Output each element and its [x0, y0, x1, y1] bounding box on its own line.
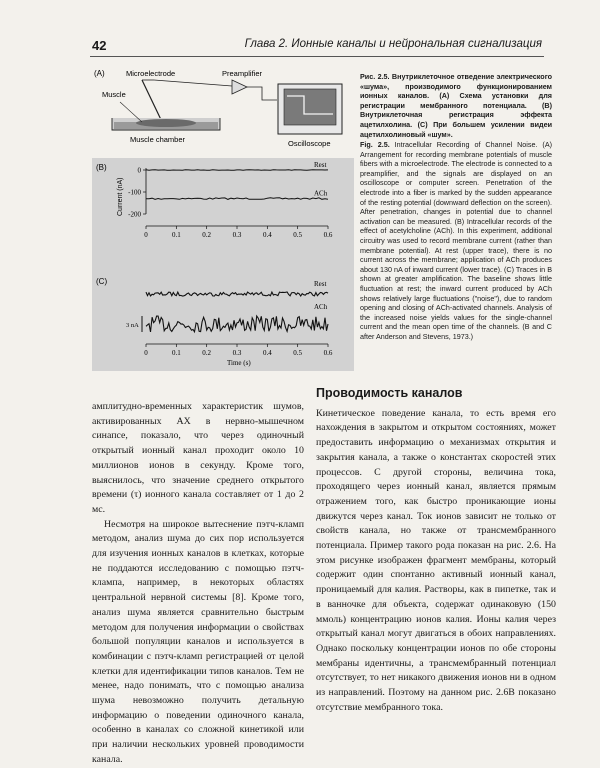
panel-c-x-tick-label: 0.2 [202, 349, 212, 357]
right-paragraph-1: Кинетическое поведение канала, то есть время его нахождения в закрытом и открытом состояниях, может предоставить информацию о механизмах открытия и закрытия канала, а также о константах скоростей этих процессов. С другой стороны, величина тока, проходящего через ионный канал, является прямым отражением того, как быстро проникающие ионы движутся через канал. Ток ионов зависит не только от свойств канала, но также от трансмембранного потенциала. Пример такого рода показан на рис. 2.6. На этом рисунке изображен фрагмент мембраны, который содержит один спонтанно активный ионный канал, проницаемый для калия. Растворы, как в пипетке, так и в ванночке для объекта, содержат одинаковую (150 ммоль) концентрацию ионов калия. Ионы калия через открытый канал могут двигаться в обоих направлениях. Однако поскольку концентрации ионов по обе стороны мембраны идентичны, а трансмембранный потенциал отсутствует, то нет никакого движения ионов ни в одном из направлений. Поэтому на данном рис. 2.6В показано отсутствие мембранного тока. [316, 407, 556, 713]
preamplifier-label: Preamplifier [222, 69, 263, 78]
header-rule [90, 56, 544, 57]
preamplifier-icon [232, 80, 247, 94]
panel-b-ach-label: ACh [314, 189, 328, 198]
panel-c-x-tick-label: 0.6 [323, 349, 333, 357]
figure-2-5 [92, 66, 354, 371]
figure-svg [92, 66, 354, 371]
panel-b-rest-label: Rest [314, 161, 327, 169]
panel-c-rest-label: Rest [314, 280, 327, 288]
amp-cable [247, 87, 277, 100]
left-paragraph-1: амплитудно-временных характеристик шумов, активированных АХ в нервно-мышечном синапсе, показало, что через одиночный открытый ионный канал проходит около 10 миллионов ионов в секунду. Кроме того, выяснилось, что значение среднего открытого времени (τ) ионного канала составляет от 1 до 2 мс. [92, 401, 304, 515]
panel-b-ylabel: Current (nA) [117, 177, 124, 216]
running-head: Глава 2. Ионные каналы и нейрональная сигнализация [244, 38, 542, 50]
muscle-label: Muscle [102, 90, 126, 99]
electrode-cable [154, 80, 232, 86]
panel-c-scale-label: 3 nA [126, 322, 139, 329]
caption-english-text: Intracellular Recording of Channel Noise. (A) Arrangement for recording membrane potentials of muscle fibers with a microelectrode. The electrode is connected to a preamplifier, and the signals are displayed on an oscilloscope or computer screen. Penetration of the electrode into a fiber is marked by the sudden appearance of the resting potential (downward deflection on the screen). After penetration, changes in potential due to channel activation can be measured. (B) Intracellular records of the effect of acetylcholine (ACh). In this experiment, additional circuitry was used to record membrane current (rather than membrane potential). At rest (upper trace), there is no current across the membrane; application of ACh produces about 130 nA of inward current (lower trace). (C) Traces in B shown at greater amplification. The baseline shows little fluctuation at rest; the inward current produced by ACh shows relatively large fluctuations ("noise"), due to random opening and closing of ACh-activated channels. Analysis of the increased noise yields values for the single-channel current and the mean open time of the channels. (B and C after Anderson and Stevens, 1973.) [360, 140, 553, 341]
panel-c-x-tick-label: 0.4 [262, 349, 272, 357]
panel-c-xlabel: Time (s) [227, 359, 251, 367]
panel-b-x-tick-label: 0.4 [262, 231, 272, 239]
muscle-chamber-label: Muscle chamber [130, 135, 186, 144]
microelectrode-label: Microelectrode [126, 69, 176, 78]
panel-b-series-rest [146, 170, 328, 171]
section-heading: Проводимость каналов [316, 386, 463, 400]
muscle-fiber [136, 119, 196, 127]
panel-c-x-tick-label: 0 [144, 349, 148, 357]
right-column [316, 384, 556, 715]
panel-b-label: (B) [96, 163, 107, 172]
caption-russian: Рис. 2.5. Внутриклеточное отведение электрического «шума», производимого функционированием ионных каналов. (А) Схема установки для регистрации мембранного потенциала. (В) Внутриклеточная регистрация эффекта ацетилхолина. (С) При большем усилении видеи ацетилхолиновый «шум». [360, 72, 552, 139]
left-column [92, 400, 304, 768]
panel-a-label: (A) [94, 69, 105, 78]
panel-c-x-tick-label: 0.3 [232, 349, 242, 357]
page-number: 42 [92, 38, 107, 53]
panel-b-y-tick-label: -100 [128, 188, 141, 197]
panel-b-y-tick-label: 0 [137, 166, 141, 175]
panel-c-ach-label: ACh [314, 303, 328, 311]
panel-b-x-tick-label: 0 [144, 231, 148, 239]
panel-c-x-tick-label: 0.5 [293, 349, 303, 357]
oscilloscope-screen [284, 89, 336, 125]
caption-english [360, 140, 552, 341]
panel-b-x-tick-label: 0.2 [202, 231, 212, 239]
panel-b-x-tick-label: 0.6 [323, 231, 333, 239]
panel-b-x-tick-label: 0.3 [232, 231, 242, 239]
panel-c-label: (C) [96, 277, 108, 286]
oscilloscope-label: Oscilloscope [288, 139, 331, 148]
panel-b-x-tick-label: 0.5 [293, 231, 303, 239]
caption-english-label: Fig. 2.5. [360, 140, 390, 149]
panel-c-x-tick-label: 0.1 [171, 349, 181, 357]
left-paragraph-2: Несмотря на широкое вытеснение пэтч-кламп методом, анализ шума до сих пор используется для изучения ионных каналов в клетках, которые не поддаются исследованию с помощью пэтч-клампа, например, в некоторых областях центральной нервной системы [8]. Кроме того, анализ шума является сравнительно быстрым методом для получения информации о свойствах большой популяции каналов и используется в комбинации с пэтч-кламп регистрацией от целой клетки для идентификации типов каналов. Тем не менее, надо понимать, что с помощью анализа шума невозможно получить детальную информацию о поведении одиночного канала, особенно в каналах со сложной кинетикой или при наличии нескольких уровней проводимости канала. [92, 518, 304, 765]
panel-b-x-tick-label: 0.1 [171, 231, 181, 239]
panel-b-y-tick-label: -200 [128, 210, 141, 219]
